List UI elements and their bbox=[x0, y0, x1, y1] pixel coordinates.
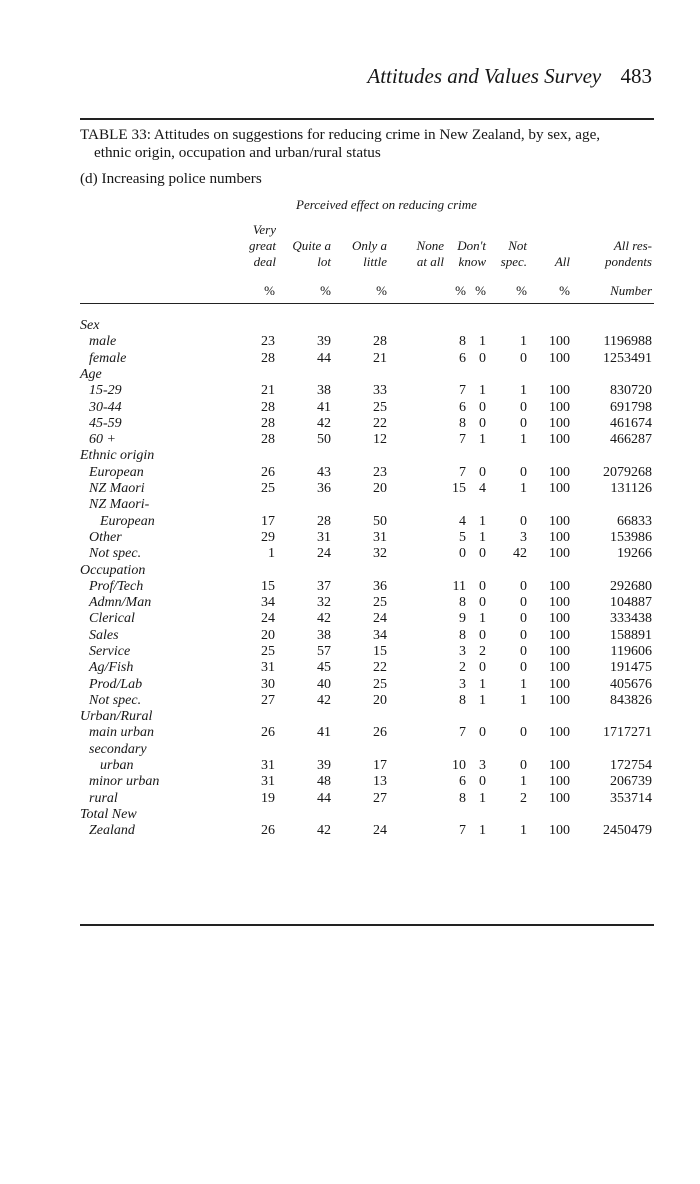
table-cell: 27 bbox=[261, 693, 275, 708]
table-row bbox=[0, 400, 700, 416]
running-head-title: Attitudes and Values Survey bbox=[367, 64, 602, 88]
table-row bbox=[0, 448, 700, 464]
row-group-heading: Age bbox=[80, 367, 102, 382]
table-cell: 0 bbox=[520, 351, 527, 366]
table-cell: 43 bbox=[317, 465, 331, 480]
table-cell: 3 bbox=[459, 677, 466, 692]
table-row bbox=[0, 514, 700, 530]
table-cell: 31 bbox=[261, 774, 275, 789]
table-cell: 100 bbox=[549, 334, 570, 349]
row-label: main urban bbox=[89, 725, 154, 740]
table-cell: 0 bbox=[459, 546, 466, 561]
table-cell: 100 bbox=[549, 611, 570, 626]
table-cell: 1253491 bbox=[603, 351, 652, 366]
table-cell: 119606 bbox=[610, 644, 652, 659]
table-cell: 25 bbox=[261, 481, 275, 496]
table-cell: 8 bbox=[459, 416, 466, 431]
table-cell: 50 bbox=[317, 432, 331, 447]
table-cell: 20 bbox=[373, 481, 387, 496]
table-cell: 19266 bbox=[617, 546, 652, 561]
table-cell: 34 bbox=[373, 628, 387, 643]
table-cell: 38 bbox=[317, 628, 331, 643]
column-header-line: Only a bbox=[351, 238, 387, 253]
table-cell: 153986 bbox=[610, 530, 652, 545]
table-cell: 8 bbox=[459, 791, 466, 806]
table-cell: 691798 bbox=[610, 400, 652, 415]
table-cell: 1 bbox=[520, 383, 527, 398]
table-cell: 1 bbox=[479, 530, 486, 545]
table-cell: 100 bbox=[549, 579, 570, 594]
table-cell: 7 bbox=[459, 725, 466, 740]
table-cell: 24 bbox=[317, 546, 331, 561]
table-cell: 100 bbox=[549, 644, 570, 659]
table-cell: 100 bbox=[549, 351, 570, 366]
table-cell: 100 bbox=[549, 514, 570, 529]
table-row bbox=[0, 334, 700, 350]
column-header-line: deal bbox=[253, 254, 276, 269]
table-cell: 2 bbox=[479, 644, 486, 659]
table-row bbox=[0, 351, 700, 367]
table-row bbox=[0, 774, 700, 790]
table-cell: 100 bbox=[549, 758, 570, 773]
table-cell: 0 bbox=[479, 628, 486, 643]
table-cell: 8 bbox=[459, 334, 466, 349]
row-label: Prod/Lab bbox=[89, 677, 143, 692]
table-cell: 3 bbox=[459, 644, 466, 659]
column-header-line: Don't bbox=[457, 238, 486, 253]
top-rule bbox=[80, 118, 654, 120]
table-cell: 1 bbox=[479, 334, 486, 349]
running-head bbox=[0, 64, 652, 88]
table-cell: 30 bbox=[261, 677, 275, 692]
table-cell: 19 bbox=[261, 791, 275, 806]
row-label: 15-29 bbox=[89, 383, 122, 398]
table-cell: 100 bbox=[549, 546, 570, 561]
column-header-line: Quite a bbox=[292, 238, 331, 253]
table-cell: 0 bbox=[479, 351, 486, 366]
bottom-rule bbox=[80, 924, 654, 926]
table-cell: 466287 bbox=[610, 432, 652, 447]
table-cell: 26 bbox=[261, 465, 275, 480]
table-cell: 0 bbox=[520, 465, 527, 480]
column-header-line: great bbox=[249, 238, 276, 253]
row-label: secondary bbox=[89, 742, 147, 757]
column-header-line: spec. bbox=[500, 254, 527, 269]
table-cell: 10 bbox=[452, 758, 466, 773]
table-cell: 100 bbox=[549, 725, 570, 740]
row-label: minor urban bbox=[89, 774, 160, 789]
table-cell: 39 bbox=[317, 758, 331, 773]
table-cell: 26 bbox=[373, 725, 387, 740]
row-label: urban bbox=[100, 758, 134, 773]
table-cell: 6 bbox=[459, 351, 466, 366]
column-header-line: little bbox=[363, 254, 387, 269]
table-cell: 31 bbox=[317, 530, 331, 545]
table-cell: 1 bbox=[520, 823, 527, 838]
table-row bbox=[0, 530, 700, 546]
table-cell: 100 bbox=[549, 628, 570, 643]
table-row bbox=[0, 677, 700, 693]
table-cell: 100 bbox=[549, 383, 570, 398]
table-cell: 1 bbox=[520, 481, 527, 496]
table-cell: 32 bbox=[373, 546, 387, 561]
table-row bbox=[0, 465, 700, 481]
table-row bbox=[0, 644, 700, 660]
table-cell: 28 bbox=[261, 400, 275, 415]
column-header-line: pondents bbox=[605, 254, 652, 269]
table-cell: 23 bbox=[261, 334, 275, 349]
table-cell: 158891 bbox=[610, 628, 652, 643]
table-cell: 57 bbox=[317, 644, 331, 659]
row-label: European bbox=[100, 514, 155, 529]
table-cell: 100 bbox=[549, 432, 570, 447]
table-cell: 1 bbox=[479, 791, 486, 806]
table-cell: 42 bbox=[317, 611, 331, 626]
table-cell: 0 bbox=[520, 758, 527, 773]
table-cell: 5 bbox=[459, 530, 466, 545]
table-row bbox=[0, 318, 700, 334]
table-cell: 20 bbox=[373, 693, 387, 708]
table-cell: 0 bbox=[520, 400, 527, 415]
table-cell: 7 bbox=[459, 432, 466, 447]
table-cell: 21 bbox=[261, 383, 275, 398]
table-cell: 1 bbox=[268, 546, 275, 561]
column-unit: % bbox=[559, 283, 570, 298]
column-header-line: lot bbox=[317, 254, 331, 269]
table-cell: 0 bbox=[520, 579, 527, 594]
table-cell: 36 bbox=[317, 481, 331, 496]
table-subcaption: (d) Increasing police numbers bbox=[80, 170, 262, 187]
table-cell: 20 bbox=[261, 628, 275, 643]
table-row bbox=[0, 611, 700, 627]
table-cell: 44 bbox=[317, 791, 331, 806]
table-row bbox=[0, 758, 700, 774]
table-cell: 1 bbox=[520, 334, 527, 349]
table-cell: 9 bbox=[459, 611, 466, 626]
table-row bbox=[0, 481, 700, 497]
table-cell: 1 bbox=[479, 677, 486, 692]
row-label: Clerical bbox=[89, 611, 135, 626]
column-unit: % bbox=[320, 283, 331, 298]
page-number: 483 bbox=[620, 64, 652, 88]
column-unit: % bbox=[376, 283, 387, 298]
column-unit: % bbox=[455, 283, 466, 298]
table-cell: 1 bbox=[479, 823, 486, 838]
table-cell: 31 bbox=[261, 758, 275, 773]
table-caption bbox=[80, 126, 654, 162]
header-rule bbox=[80, 303, 654, 304]
table-cell: 26 bbox=[261, 823, 275, 838]
table-cell: 37 bbox=[317, 579, 331, 594]
table-cell: 42 bbox=[317, 693, 331, 708]
column-unit: Number bbox=[610, 283, 652, 298]
table-cell: 45 bbox=[317, 660, 331, 675]
table-row bbox=[0, 497, 700, 513]
row-label: NZ Maori- bbox=[89, 497, 150, 512]
table-cell: 23 bbox=[373, 465, 387, 480]
table-cell: 38 bbox=[317, 383, 331, 398]
column-header-line: know bbox=[458, 254, 486, 269]
table-cell: 24 bbox=[261, 611, 275, 626]
table-cell: 7 bbox=[459, 383, 466, 398]
table-row bbox=[0, 725, 700, 741]
column-unit: % bbox=[516, 283, 527, 298]
table-cell: 353714 bbox=[610, 791, 652, 806]
table-cell: 0 bbox=[479, 774, 486, 789]
table-cell: 0 bbox=[520, 416, 527, 431]
table-cell: 0 bbox=[479, 660, 486, 675]
table-cell: 100 bbox=[549, 823, 570, 838]
row-group-heading: Occupation bbox=[80, 563, 146, 578]
table-cell: 100 bbox=[549, 481, 570, 496]
table-cell: 3 bbox=[479, 758, 486, 773]
table-cell: 7 bbox=[459, 465, 466, 480]
table-cell: 1 bbox=[520, 677, 527, 692]
table-cell: 0 bbox=[520, 514, 527, 529]
table-cell: 100 bbox=[549, 660, 570, 675]
table-cell: 48 bbox=[317, 774, 331, 789]
table-row bbox=[0, 563, 700, 579]
column-header-line: All res- bbox=[613, 238, 652, 253]
table-cell: 24 bbox=[373, 823, 387, 838]
table-cell: 100 bbox=[549, 677, 570, 692]
table-cell: 1 bbox=[479, 432, 486, 447]
table-cell: 22 bbox=[373, 416, 387, 431]
table-cell: 22 bbox=[373, 660, 387, 675]
row-label: Not spec. bbox=[89, 693, 142, 708]
table-cell: 0 bbox=[479, 595, 486, 610]
table-cell: 32 bbox=[317, 595, 331, 610]
table-cell: 0 bbox=[520, 725, 527, 740]
table-cell: 25 bbox=[261, 644, 275, 659]
table-cell: 27 bbox=[373, 791, 387, 806]
row-label: male bbox=[89, 334, 117, 349]
table-cell: 7 bbox=[459, 823, 466, 838]
table-cell: 1196988 bbox=[603, 334, 652, 349]
table-cell: 41 bbox=[317, 725, 331, 740]
row-label: rural bbox=[89, 791, 118, 806]
table-cell: 0 bbox=[520, 628, 527, 643]
table-row bbox=[0, 416, 700, 432]
table-row bbox=[0, 742, 700, 758]
table-caption-line-2: ethnic origin, occupation and urban/rural status bbox=[94, 144, 381, 161]
table-cell: 15 bbox=[373, 644, 387, 659]
table-row bbox=[0, 693, 700, 709]
table-cell: 100 bbox=[549, 774, 570, 789]
table-cell: 8 bbox=[459, 595, 466, 610]
table-row bbox=[0, 823, 700, 839]
table-cell: 292680 bbox=[610, 579, 652, 594]
table-cell: 41 bbox=[317, 400, 331, 415]
table-cell: 25 bbox=[373, 400, 387, 415]
table-cell: 4 bbox=[479, 481, 486, 496]
table-cell: 2079268 bbox=[603, 465, 652, 480]
table-cell: 0 bbox=[479, 416, 486, 431]
table-row bbox=[0, 595, 700, 611]
table-cell: 4 bbox=[459, 514, 466, 529]
table-cell: 17 bbox=[373, 758, 387, 773]
table-cell: 28 bbox=[261, 432, 275, 447]
table-cell: 830720 bbox=[610, 383, 652, 398]
table-cell: 39 bbox=[317, 334, 331, 349]
table-cell: 8 bbox=[459, 628, 466, 643]
table-row bbox=[0, 383, 700, 399]
table-cell: 31 bbox=[373, 530, 387, 545]
table-cell: 28 bbox=[261, 351, 275, 366]
column-header-line: Not bbox=[508, 238, 527, 253]
table-cell: 11 bbox=[452, 579, 466, 594]
row-label: 45-59 bbox=[89, 416, 122, 431]
table-cell: 1717271 bbox=[603, 725, 652, 740]
column-header-line: at all bbox=[416, 254, 444, 269]
table-cell: 25 bbox=[373, 677, 387, 692]
table-cell: 100 bbox=[549, 465, 570, 480]
column-header-line: All bbox=[554, 254, 570, 269]
table-cell: 25 bbox=[373, 595, 387, 610]
table-cell: 26 bbox=[261, 725, 275, 740]
row-label: Not spec. bbox=[89, 546, 142, 561]
table-cell: 100 bbox=[549, 791, 570, 806]
table-cell: 405676 bbox=[610, 677, 652, 692]
table-cell: 333438 bbox=[610, 611, 652, 626]
table-cell: 12 bbox=[373, 432, 387, 447]
table-cell: 13 bbox=[373, 774, 387, 789]
table-cell: 50 bbox=[373, 514, 387, 529]
table-cell: 2450479 bbox=[603, 823, 652, 838]
row-label: female bbox=[89, 351, 127, 366]
row-label: Zealand bbox=[89, 823, 135, 838]
row-label: 60 + bbox=[89, 432, 116, 447]
table-row bbox=[0, 791, 700, 807]
row-label: NZ Maori bbox=[89, 481, 145, 496]
table-cell: 42 bbox=[513, 546, 527, 561]
column-spanner: Perceived effect on reducing crime bbox=[296, 197, 477, 212]
table-row bbox=[0, 579, 700, 595]
table-row bbox=[0, 432, 700, 448]
table-cell: 17 bbox=[261, 514, 275, 529]
table-row bbox=[0, 709, 700, 725]
table-caption-line-1: TABLE 33: Attitudes on suggestions for reducing crime in New Zealand, by sex, age, bbox=[80, 126, 601, 143]
table-cell: 0 bbox=[520, 595, 527, 610]
table-cell: 28 bbox=[373, 334, 387, 349]
table-cell: 34 bbox=[261, 595, 275, 610]
table-cell: 44 bbox=[317, 351, 331, 366]
table-cell: 1 bbox=[520, 432, 527, 447]
table-cell: 2 bbox=[520, 791, 527, 806]
row-label: 30-44 bbox=[89, 400, 122, 415]
table-row bbox=[0, 367, 700, 383]
column-header-7 bbox=[490, 254, 570, 270]
table-cell: 172754 bbox=[610, 758, 652, 773]
table-row bbox=[0, 628, 700, 644]
row-group-heading: Total New bbox=[80, 807, 137, 822]
table-cell: 2 bbox=[459, 660, 466, 675]
table-row bbox=[0, 807, 700, 823]
column-unit: % bbox=[475, 283, 486, 298]
table-cell: 31 bbox=[261, 660, 275, 675]
table-cell: 0 bbox=[520, 611, 527, 626]
table-cell: 0 bbox=[479, 579, 486, 594]
table-cell: 42 bbox=[317, 823, 331, 838]
table-cell: 36 bbox=[373, 579, 387, 594]
table-cell: 191475 bbox=[610, 660, 652, 675]
table-cell: 104887 bbox=[610, 595, 652, 610]
table-cell: 100 bbox=[549, 693, 570, 708]
table-cell: 0 bbox=[520, 660, 527, 675]
table-row bbox=[0, 546, 700, 562]
table-cell: 1 bbox=[479, 383, 486, 398]
table-cell: 15 bbox=[261, 579, 275, 594]
table-cell: 3 bbox=[520, 530, 527, 545]
table-cell: 0 bbox=[479, 465, 486, 480]
row-group-heading: Sex bbox=[80, 318, 100, 333]
table-cell: 1 bbox=[520, 774, 527, 789]
table-cell: 24 bbox=[373, 611, 387, 626]
table-cell: 15 bbox=[452, 481, 466, 496]
table-cell: 131126 bbox=[610, 481, 652, 496]
table-cell: 66833 bbox=[617, 514, 652, 529]
table-cell: 206739 bbox=[610, 774, 652, 789]
row-label: Prof/Tech bbox=[89, 579, 144, 594]
table-cell: 21 bbox=[373, 351, 387, 366]
table-cell: 843826 bbox=[610, 693, 652, 708]
table-cell: 461674 bbox=[610, 416, 652, 431]
row-label: Ag/Fish bbox=[89, 660, 134, 675]
row-group-heading: Urban/Rural bbox=[80, 709, 153, 724]
table-cell: 29 bbox=[261, 530, 275, 545]
table-cell: 28 bbox=[317, 514, 331, 529]
row-label: Sales bbox=[89, 628, 119, 643]
table-cell: 0 bbox=[520, 644, 527, 659]
table-cell: 0 bbox=[479, 725, 486, 740]
row-label: Service bbox=[89, 644, 131, 659]
table-cell: 28 bbox=[261, 416, 275, 431]
row-label: Admn/Man bbox=[89, 595, 152, 610]
table-cell: 1 bbox=[520, 693, 527, 708]
table-cell: 40 bbox=[317, 677, 331, 692]
table-cell: 100 bbox=[549, 530, 570, 545]
column-header-8 bbox=[572, 238, 652, 270]
row-label: Other bbox=[89, 530, 122, 545]
table-cell: 100 bbox=[549, 400, 570, 415]
column-header-line: Very bbox=[252, 222, 276, 237]
table-cell: 1 bbox=[479, 693, 486, 708]
table-cell: 1 bbox=[479, 611, 486, 626]
table-cell: 0 bbox=[479, 400, 486, 415]
table-cell: 33 bbox=[373, 383, 387, 398]
column-unit: % bbox=[264, 283, 275, 298]
row-label: European bbox=[89, 465, 144, 480]
table-cell: 1 bbox=[479, 514, 486, 529]
table-cell: 6 bbox=[459, 774, 466, 789]
column-header-line: None bbox=[416, 238, 444, 253]
table-cell: 100 bbox=[549, 595, 570, 610]
row-group-heading: Ethnic origin bbox=[80, 448, 155, 463]
table-cell: 0 bbox=[479, 546, 486, 561]
table-cell: 6 bbox=[459, 400, 466, 415]
table-cell: 42 bbox=[317, 416, 331, 431]
table-row bbox=[0, 660, 700, 676]
table-cell: 100 bbox=[549, 416, 570, 431]
table-cell: 8 bbox=[459, 693, 466, 708]
